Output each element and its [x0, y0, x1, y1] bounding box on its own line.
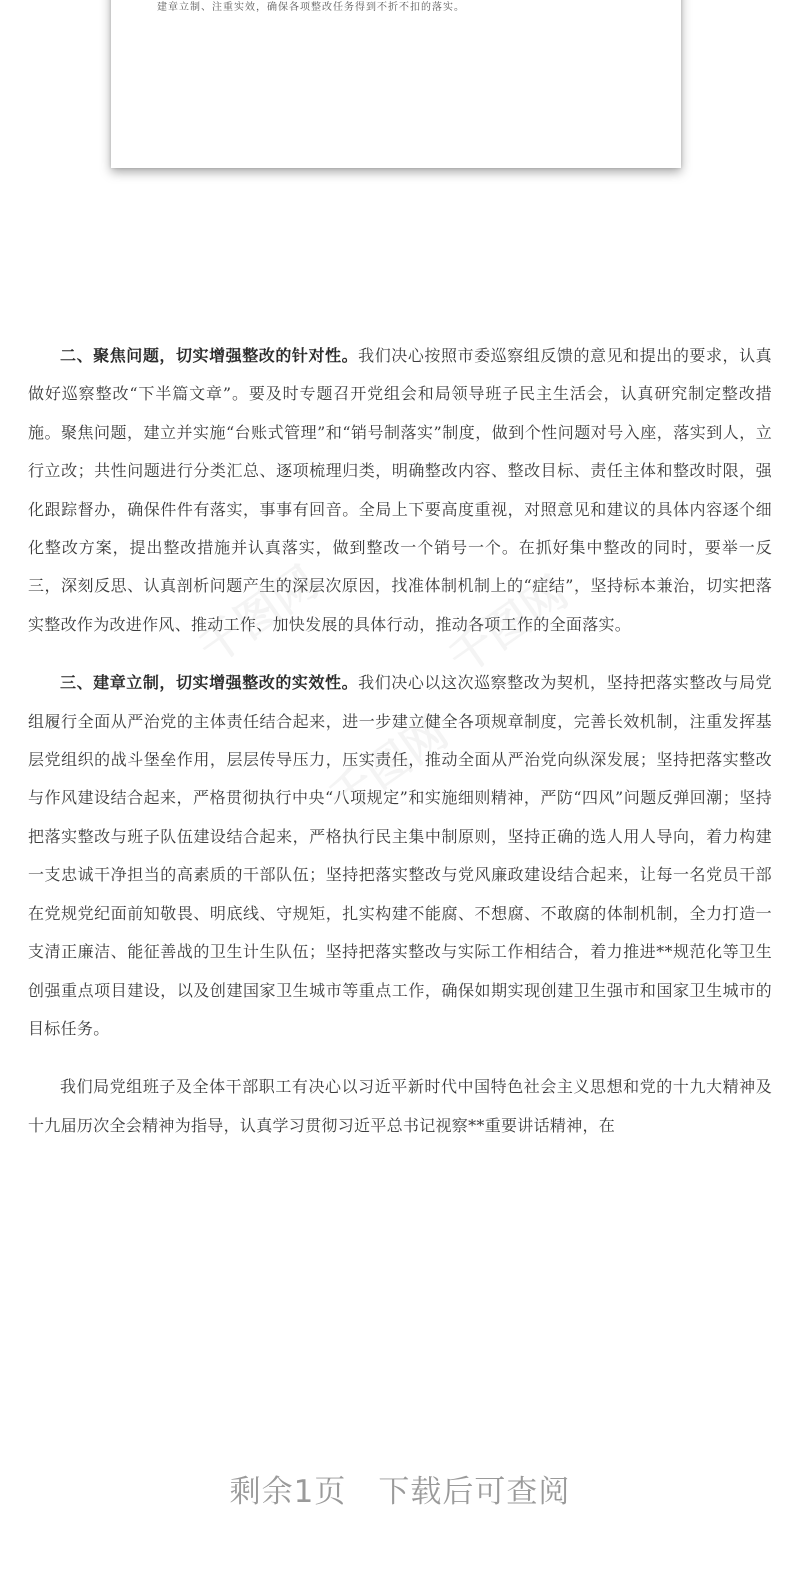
paragraph-closing: [28, 1068, 772, 1145]
paragraph-section-two: [28, 337, 772, 644]
section-heading: 二、聚焦问题，切实增强整改的针对性。: [60, 346, 359, 365]
section-heading: 三、建章立制，切实增强整改的实效性。: [60, 673, 359, 693]
paragraph-text: 我们决心以这次巡察整改为契机，坚持把落实整改与局党组履行全面从严治党的主体责任结合起来，进一步建立健全各项规章制度，完善长效机制，注重发挥基层党组织的战斗堡垒作用，层层传导压力，压实责任，推动全面从严治党向纵深发展；坚持把落实整改与作风建设结合起来，严格贯彻执行中央“八项规定”和实施细则精神，严防“四风”问题反弹回潮；坚持把落实整改与班子队伍建设结合起来，严格执行民主集中制原则，坚持正确的选人用人导向，着力构建一支忠诚干净担当的高素质的干部队伍；坚持把落实整改与党风廉政建设结合起来，让每一名党员干部在党规党纪面前知敬畏、明底线、守规矩，扎实构建不能腐、不想腐、不敢腐的体制机制，全力打造一支清正廉洁、能征善战的卫生计生队伍；坚持把落实整改与实际工作相结合，着力推进**规范化等卫生创强重点项目建设，以及创建国家卫生城市等重点工作，确保如期实现创建卫生强市和国家卫生城市的目标任务。: [28, 673, 772, 1038]
document-preview-card: [111, 0, 681, 168]
paragraph-text: 我们决心按照市委巡察组反馈的意见和提出的要求，认真做好巡察整改“下半篇文章”。要及时专题召开党组会和局领导班子民主生活会，认真研究制定整改措施。聚焦问题，建立并实施“台账式管理”和“销号制落实”制度，做到个性问题对号入座，落实到人，立行立改；共性问题进行分类汇总、逐项梳理归类，明确整改内容、整改目标、责任主体和整改时限，强化跟踪督办，确保件件有落实，事事有回音。全局上下要高度重视，对照意见和建议的具体内容逐个细化整改方案，提出整改措施并认真落实，做到整改一个销号一个。在抓好集中整改的同时，要举一反三，深刻反思、认真剖析问题产生的深层次原因，找准体制机制上的“症结”，坚持标本兼治，切实把落实整改作为改进作风、推动工作、加快发展的具体行动，推动各项工作的全面落实。: [28, 346, 772, 634]
paragraph-text: 我们局党组班子及全体干部职工有决心以习近平新时代中国特色社会主义思想和党的十九大精神及十九届历次全会精神为指导，认真学习贯彻习近平总书记视察**重要讲话精神，在: [28, 1077, 772, 1135]
preview-text-line: 建章立制、注重实效，确保各项整改任务得到不折不扣的落实。: [157, 2, 465, 13]
document-body: [28, 337, 772, 1165]
paragraph-section-three: [28, 664, 772, 1048]
remaining-pages-label: 剩余1页: [229, 1474, 347, 1510]
download-to-view-label: 下载后可查阅: [378, 1474, 571, 1510]
download-prompt-link[interactable]: [0, 1466, 800, 1511]
